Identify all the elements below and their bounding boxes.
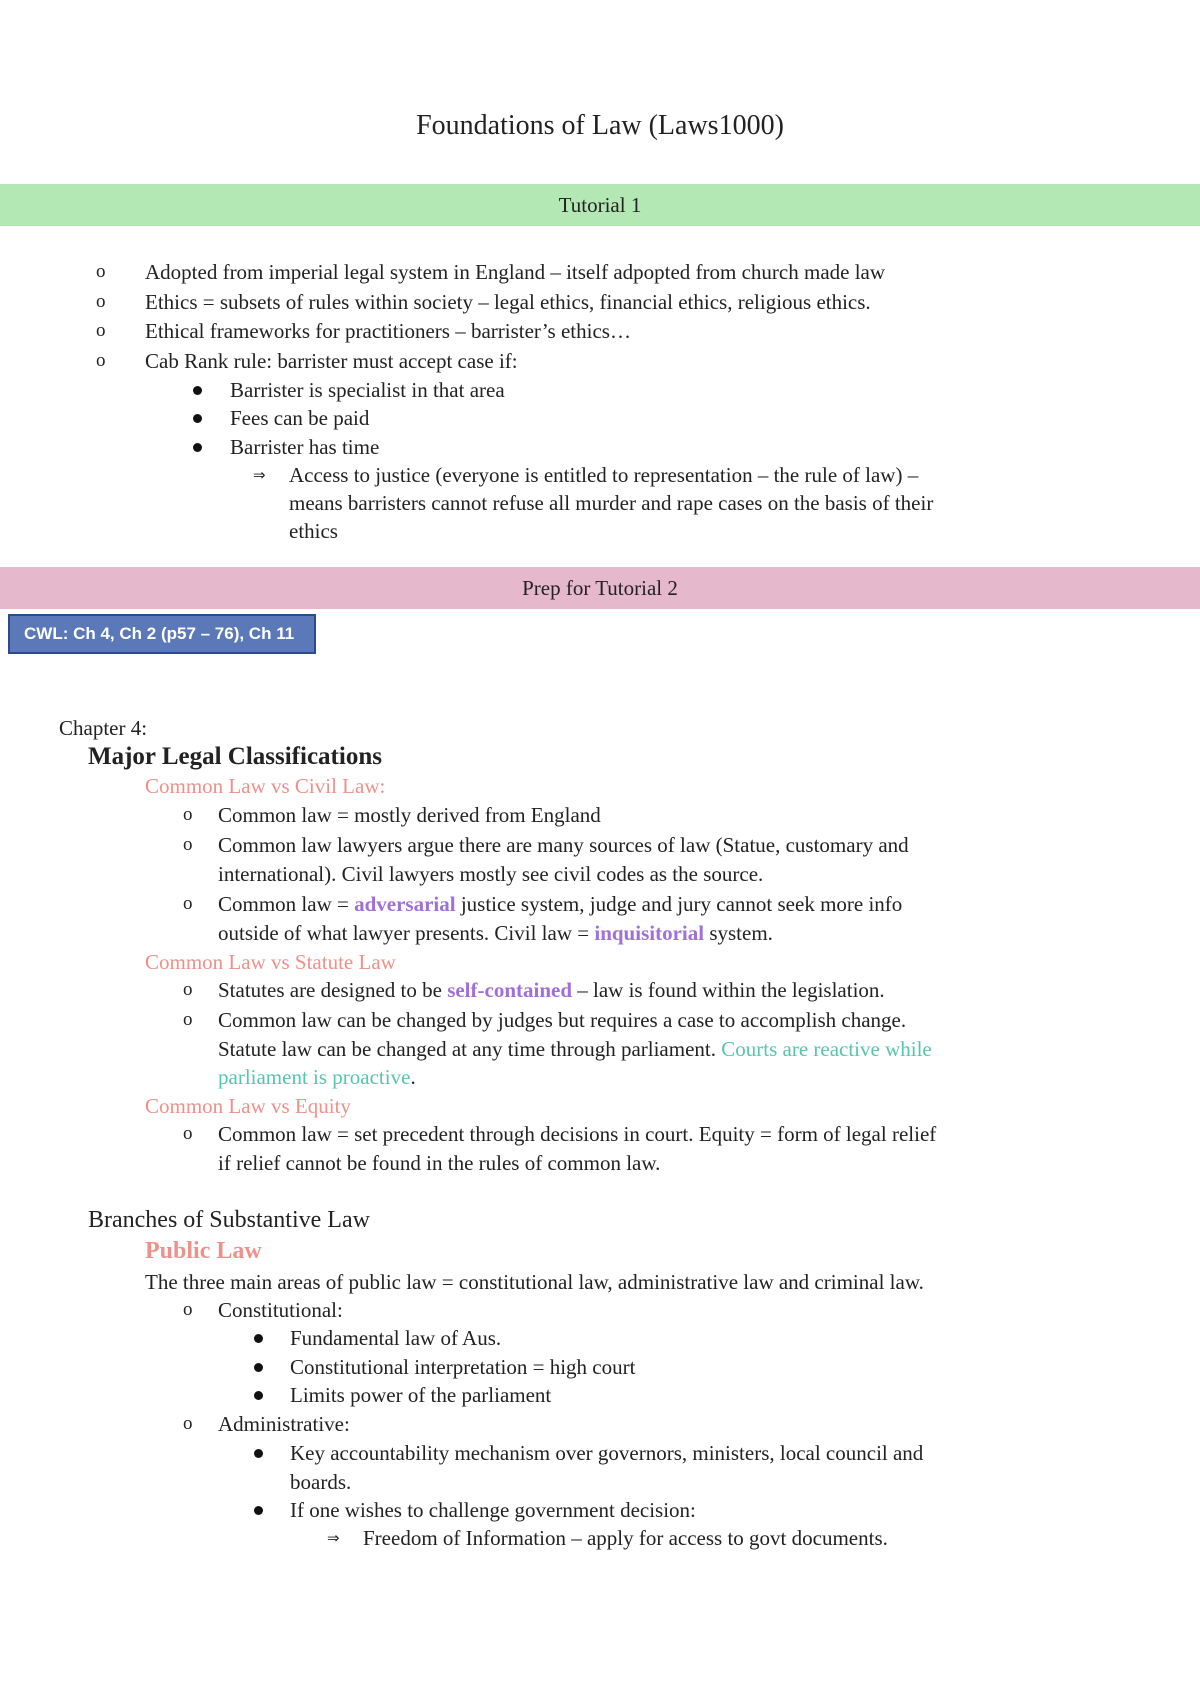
highlight-term: self-contained <box>447 978 573 1002</box>
list-item-line <box>218 919 773 947</box>
circle-bullet-icon: o <box>183 1123 193 1144</box>
text-run: . <box>410 1065 416 1089</box>
prep-tutorial-2-heading: Prep for Tutorial 2 <box>0 567 1200 609</box>
list-item: Key accountability mechanism over governors, ministers, local council and <box>290 1441 924 1465</box>
section-heading: Branches of Substantive Law <box>88 1207 370 1233</box>
list-item: Fees can be paid <box>230 406 370 430</box>
paragraph: The three main areas of public law = constitutional law, administrative law and criminal law. <box>145 1270 924 1294</box>
circle-bullet-icon: o <box>183 1299 193 1320</box>
list-item <box>218 890 902 918</box>
text-run: – law is found within the legislation. <box>572 978 885 1002</box>
circle-bullet-icon: o <box>183 979 193 1000</box>
page-title: Foundations of Law (Laws1000) <box>416 110 784 141</box>
circle-bullet-icon: o <box>96 320 106 341</box>
list-item: Barrister is specialist in that area <box>230 378 505 402</box>
list-item: Freedom of Information – apply for access to govt documents. <box>363 1526 888 1550</box>
bullet-dot-icon <box>254 1449 263 1458</box>
list-item-line <box>218 1063 416 1091</box>
list-item: Common law = set precedent through decisions in court. Equity = form of legal relief <box>218 1122 937 1146</box>
arrow-icon: ⇒ <box>327 1529 340 1547</box>
circle-bullet-icon: o <box>183 1009 193 1030</box>
arrow-icon: ⇒ <box>253 466 266 484</box>
list-item-line: international). Civil lawyers mostly see civil codes as the source. <box>218 862 764 886</box>
list-item: Constitutional interpretation = high court <box>290 1355 636 1379</box>
highlight-text: Courts are reactive while <box>721 1037 932 1061</box>
circle-bullet-icon: o <box>96 350 106 371</box>
list-item: Common law = mostly derived from England <box>218 803 601 827</box>
subsection-title: Common Law vs Civil Law: <box>145 774 386 798</box>
list-item-line: boards. <box>290 1470 352 1494</box>
bullet-dot-icon <box>254 1363 263 1372</box>
list-item: Adopted from imperial legal system in England – itself adpopted from church made law <box>145 260 886 284</box>
bullet-dot-icon <box>193 443 202 452</box>
circle-bullet-icon: o <box>96 291 106 312</box>
list-item: Barrister has time <box>230 435 380 459</box>
list-item-line: ethics <box>289 519 338 543</box>
section-heading: Major Legal Classifications <box>88 743 382 770</box>
list-item <box>218 976 885 1004</box>
bullet-dot-icon <box>254 1506 263 1515</box>
list-item: Fundamental law of Aus. <box>290 1326 502 1350</box>
subsection-title: Public Law <box>145 1238 262 1264</box>
highlight-text: parliament is proactive <box>218 1065 411 1089</box>
list-item: Administrative: <box>218 1412 350 1436</box>
bullet-dot-icon <box>193 414 202 423</box>
text-run: Statutes are designed to be <box>218 978 448 1002</box>
list-item: Common law can be changed by judges but requires a case to accomplish change. <box>218 1008 907 1032</box>
chapter-label: Chapter 4: <box>59 716 148 740</box>
subsection-title: Common Law vs Equity <box>145 1094 351 1118</box>
list-item-line: means barristers cannot refuse all murder and rape cases on the basis of their <box>289 491 934 515</box>
circle-bullet-icon: o <box>183 804 193 825</box>
bullet-dot-icon <box>254 1391 263 1400</box>
list-item-line <box>218 1035 932 1063</box>
text-run: Statute law can be changed at any time through parliament. <box>218 1037 722 1061</box>
list-item: Common law lawyers argue there are many sources of law (Statue, customary and <box>218 833 909 857</box>
text-run: system. <box>704 921 773 945</box>
circle-bullet-icon: o <box>183 893 193 914</box>
tutorial-1-heading: Tutorial 1 <box>0 184 1200 226</box>
list-item: If one wishes to challenge government decision: <box>290 1498 696 1522</box>
bullet-dot-icon <box>193 386 202 395</box>
list-item: Ethics = subsets of rules within society – legal ethics, financial ethics, religious ethics. <box>145 290 871 314</box>
highlight-term: inquisitorial <box>594 921 705 945</box>
bullet-dot-icon <box>254 1334 263 1343</box>
cwl-reading-box: CWL: Ch 4, Ch 2 (p57 – 76), Ch 11 <box>8 614 316 654</box>
list-item: Ethical frameworks for practitioners – barrister’s ethics… <box>145 319 631 343</box>
text-run: outside of what lawyer presents. Civil law = <box>218 921 595 945</box>
list-item-line: Access to justice (everyone is entitled to representation – the rule of law) – <box>289 463 919 487</box>
list-item-line: if relief cannot be found in the rules of common law. <box>218 1151 661 1175</box>
list-item: Limits power of the parliament <box>290 1383 552 1407</box>
subsection-title: Common Law vs Statute Law <box>145 950 396 974</box>
circle-bullet-icon: o <box>96 261 106 282</box>
list-item: Constitutional: <box>218 1298 343 1322</box>
text-run: justice system, judge and jury cannot seek more info <box>455 892 903 916</box>
circle-bullet-icon: o <box>183 834 193 855</box>
circle-bullet-icon: o <box>183 1413 193 1434</box>
highlight-term: adversarial <box>354 892 456 916</box>
list-item: Cab Rank rule: barrister must accept case if: <box>145 349 518 373</box>
text-run: Common law = <box>218 892 355 916</box>
